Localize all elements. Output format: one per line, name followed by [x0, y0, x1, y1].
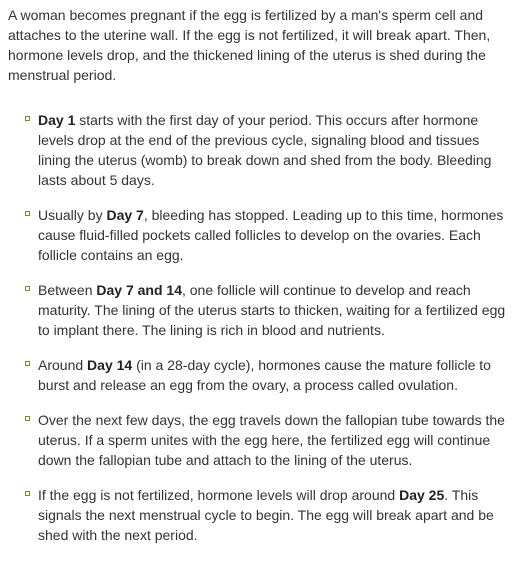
step-text-before: Over the next few days, the egg travels down the fallopian tube towards the uterus. If a sperm unites with the egg here, the fertilized egg will continue down the fallopian tube and attach to the lining of the uterus.: [38, 412, 505, 468]
list-item: [8, 410, 507, 470]
step-text-before: Between: [38, 282, 97, 298]
step-text-before: Usually by: [38, 207, 107, 223]
step-day-highlight: Day 14: [87, 357, 133, 373]
square-bullet-icon: [25, 211, 30, 216]
square-bullet-icon: [25, 116, 30, 121]
cycle-steps-list: [8, 110, 507, 545]
step-text-before: If the egg is not fertilized, hormone levels will drop around: [38, 487, 400, 503]
step-text-after: , one follicle will continue to develop and reach maturity. The lining of the uterus starts to thicken, waiting for a fertilized egg to implant there. The lining is rich in blood and nutrients.: [38, 282, 506, 338]
square-bullet-icon: [25, 416, 30, 421]
step-day-highlight: Day 1: [38, 112, 76, 128]
step-text-before: Around: [38, 357, 88, 373]
list-item: [8, 485, 507, 545]
list-item: [8, 205, 507, 265]
step-day-highlight: Day 25: [399, 487, 445, 503]
step-day-highlight: Day 7 and 14: [96, 282, 182, 298]
step-day-highlight: Day 7: [106, 207, 144, 223]
step-text-after: . This signals the next menstrual cycle to begin. The egg will break apart and be shed with the next period.: [38, 487, 494, 543]
step-text-after: starts with the first day of your period. This occurs after hormone levels drop at the end of the previous cycle, signaling blood and tissues lining the uterus (womb) to break down and shed from the body. Bleeding lasts about 5 days.: [38, 112, 492, 188]
square-bullet-icon: [25, 361, 30, 366]
square-bullet-icon: [25, 491, 30, 496]
list-item: [8, 280, 507, 340]
step-text-after: (in a 28-day cycle), hormones cause the mature follicle to burst and release an egg from the ovary, a process called ovulation.: [38, 357, 491, 393]
square-bullet-icon: [25, 286, 30, 291]
step-text-after: , bleeding has stopped. Leading up to this time, hormones cause fluid-filled pockets called follicles to develop on the ovaries. Each follicle contains an egg.: [38, 207, 504, 263]
list-item: [8, 110, 507, 190]
list-item: [8, 355, 507, 395]
intro-paragraph: A woman becomes pregnant if the egg is fertilized by a man's sperm cell and attaches to the uterine wall. If the egg is not fertilized, it will break apart. Then, hormone levels drop, and the thickened lining of the uterus is shed during the menstrual period.: [8, 7, 491, 83]
